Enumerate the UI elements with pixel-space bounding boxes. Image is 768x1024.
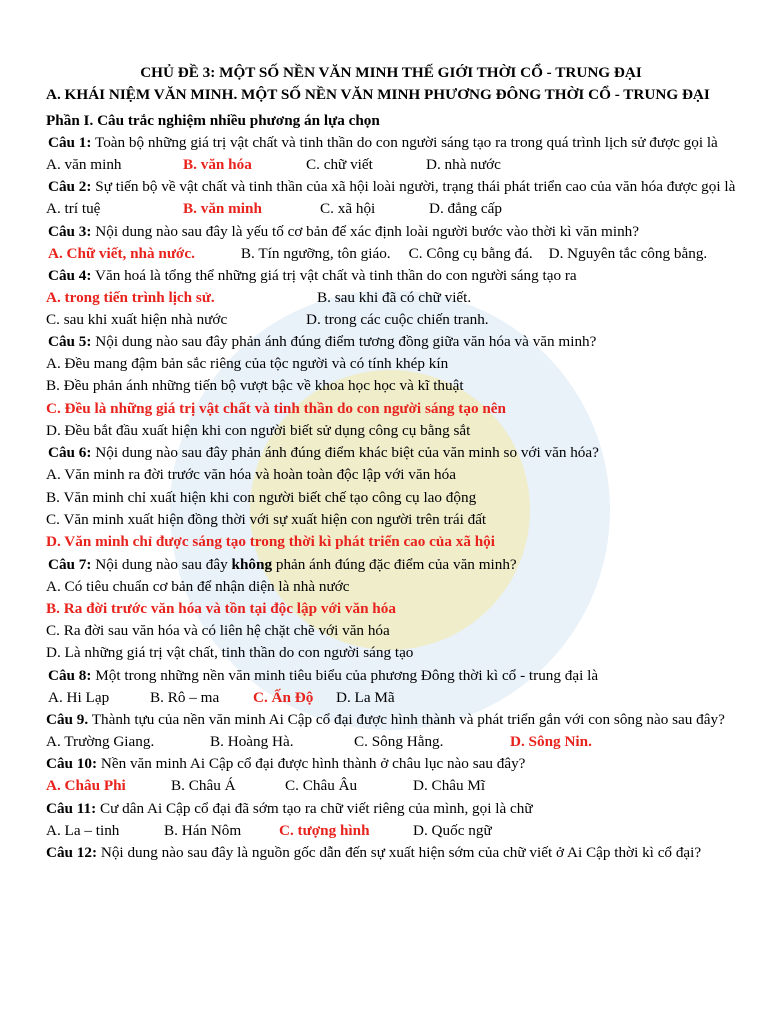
question-3-options xyxy=(46,243,736,265)
option-a: A. Có tiêu chuẩn cơ bản để nhận diện là nhà nước xyxy=(46,577,350,595)
question-text: Một trong những nền văn minh tiêu biểu của phương Đông thời kì cổ - trung đại là xyxy=(91,666,599,684)
option-b-correct: B. văn hóa xyxy=(183,156,252,173)
question-number: Câu 7: xyxy=(48,555,92,573)
question-8-options xyxy=(46,687,736,709)
question-text: Sự tiến bộ về vật chất và tinh thần của xã hội loài người, trạng thái phát triển cao của văn hóa được gọi là xyxy=(91,178,736,196)
option-a-correct: A. Chữ viết, nhà nước. xyxy=(48,244,195,262)
option-d: D. nhà nước xyxy=(426,156,501,173)
question-2-options xyxy=(46,198,736,220)
option-b: B. Hán Nôm xyxy=(164,821,242,839)
question-text: Nội dung nào sau đây là nguồn gốc dẫn đến sự xuất hiện sớm của chữ viết ở Ai Cập thời kì cổ đại? xyxy=(97,843,702,861)
question-11 xyxy=(46,798,736,820)
question-7 xyxy=(46,554,736,576)
question-4 xyxy=(46,265,736,287)
question-text: Nội dung nào sau đây là yếu tố cơ bản để xác định loài người bước vào thời kì văn minh? xyxy=(91,222,640,240)
question-number: Câu 8: xyxy=(48,666,92,684)
option-a-correct: A. Châu Phi xyxy=(46,777,126,795)
option-d-correct: D. Sông Nin. xyxy=(510,733,592,751)
question-10-options xyxy=(46,775,736,797)
question-text-end: phản ánh đúng đặc điểm của văn minh? xyxy=(272,555,517,573)
question-4-options-row-2 xyxy=(46,309,736,331)
option-a: A. Trường Giang. xyxy=(46,733,155,751)
option-d: D. Nguyên tắc công bằng. xyxy=(548,244,708,262)
question-text: Văn hoá là tổng thể những giá trị vật chất và tinh thần do con người sáng tạo ra xyxy=(91,266,577,284)
question-number: Câu 6: xyxy=(48,444,92,462)
option-a: A. Đều mang đậm bản sắc riêng của tộc người và có tính khép kín xyxy=(46,355,449,373)
question-number: Câu 11: xyxy=(46,799,97,817)
question-text: Thành tựu của nền văn minh Ai Cập cổ đại được hình thành và phát triển gắn với con sông nào sau đây? xyxy=(88,711,725,729)
question-10 xyxy=(46,753,736,775)
question-6 xyxy=(46,442,736,464)
option-d: D. Đều bắt đầu xuất hiện khi con người biết sử dụng công cụ bằng sắt xyxy=(46,422,471,440)
question-text: Nội dung nào sau đây phản ánh đúng điểm khác biệt của văn minh so với văn hóa? xyxy=(91,444,599,462)
option-b: B. Văn minh chỉ xuất hiện khi con người biết chế tạo công cụ lao động xyxy=(46,488,477,506)
option-c: C. Công cụ bằng đá. xyxy=(408,244,533,262)
option-b: B. Châu Á xyxy=(171,777,236,795)
question-1 xyxy=(46,132,736,154)
option-b: B. Rô – ma xyxy=(150,688,220,706)
question-1-options xyxy=(46,154,736,176)
question-4-options-row-1 xyxy=(46,287,736,309)
option-c-correct: C. Ấn Độ xyxy=(253,688,314,706)
option-d: D. đẳng cấp xyxy=(429,200,502,218)
option-b-correct: B. Ra đời trước văn hóa và tồn tại độc lập với văn hóa xyxy=(46,599,396,617)
section-heading: Phần I. Câu trắc nghiệm nhiều phương án lựa chọn xyxy=(46,112,380,129)
option-c: C. xã hội xyxy=(320,200,376,218)
option-d: D. trong các cuộc chiến tranh. xyxy=(306,310,489,328)
question-11-options xyxy=(46,820,736,842)
option-d-correct: D. Văn minh chỉ được sáng tạo trong thời kì phát triển cao của xã hội xyxy=(46,533,495,551)
option-c: C. chữ viết xyxy=(306,156,373,173)
question-text: Toàn bộ những giá trị vật chất và tinh thần do con người sáng tạo ra trong quá trình lịch sử được gọi là xyxy=(91,134,718,151)
option-d: D. Quốc ngữ xyxy=(413,821,492,839)
option-b: B. Tín ngưỡng, tôn giáo. xyxy=(240,244,391,262)
option-b-correct: B. văn minh xyxy=(183,200,262,218)
question-text: Nội dung nào sau đây phản ánh đúng điểm tương đồng giữa văn hóa và văn minh? xyxy=(91,333,597,351)
question-text: Nội dung nào sau đây xyxy=(91,555,232,573)
question-8 xyxy=(46,665,736,687)
question-2 xyxy=(46,176,736,198)
option-c: C. Châu Âu xyxy=(285,777,358,795)
option-b: B. Đều phản ánh những tiến bộ vượt bậc về khoa học học và kĩ thuật xyxy=(46,377,464,395)
question-number: Câu 2: xyxy=(48,178,92,196)
option-d: D. Là những giá trị vật chất, tinh thần do con người sáng tạo xyxy=(46,644,414,662)
question-number: Câu 1: xyxy=(48,134,92,151)
document-content xyxy=(46,62,736,864)
option-c-correct: C. Đều là những giá trị vật chất và tinh thần do con người sáng tạo nên xyxy=(46,399,506,417)
option-c: C. sau khi xuất hiện nhà nước xyxy=(46,310,228,328)
option-a: A. Hi Lạp xyxy=(48,688,110,706)
question-number: Câu 4: xyxy=(48,266,92,284)
question-emphasis: không xyxy=(231,555,273,573)
option-a: A. Văn minh ra đời trước văn hóa và hoàn toàn độc lập với văn hóa xyxy=(46,466,456,484)
question-text: Cư dân Ai Cập cổ đại đã sớm tạo ra chữ viết riêng của mình, gọi là chữ xyxy=(96,799,533,817)
question-9-options xyxy=(46,731,736,753)
question-number: Câu 12: xyxy=(46,843,98,861)
question-12 xyxy=(46,842,736,864)
option-a-correct: A. trong tiến trình lịch sử. xyxy=(46,288,215,306)
option-d: D. Châu Mĩ xyxy=(413,777,486,795)
question-3 xyxy=(46,221,736,243)
option-c: C. Ra đời sau văn hóa và có liên hệ chặt chẽ với văn hóa xyxy=(46,622,390,640)
option-a: A. La – tinh xyxy=(46,821,120,839)
option-d: D. La Mã xyxy=(336,688,395,706)
option-c: C. Văn minh xuất hiện đồng thời với sự xuất hiện con người trên trái đất xyxy=(46,510,487,528)
question-number: Câu 3: xyxy=(48,222,92,240)
question-number: Câu 10: xyxy=(46,755,98,773)
option-b: B. Hoàng Hà. xyxy=(210,733,294,751)
option-c-correct: C. tượng hình xyxy=(279,821,370,839)
option-b: B. sau khi đã có chữ viết. xyxy=(317,288,472,306)
question-number: Câu 5: xyxy=(48,333,92,351)
option-a: A. trí tuệ xyxy=(46,200,101,218)
option-c: C. Sông Hằng. xyxy=(354,733,444,751)
question-text: Nền văn minh Ai Cập cổ đại được hình thành ở châu lục nào sau đây? xyxy=(97,755,526,773)
document-subtitle: A. KHÁI NIỆM VĂN MINH. MỘT SỐ NỀN VĂN MINH PHƯƠNG ĐÔNG THỜI CỔ - TRUNG ĐẠI xyxy=(46,86,710,103)
question-5 xyxy=(46,331,736,353)
question-9 xyxy=(46,709,736,731)
question-number: Câu 9. xyxy=(46,711,89,729)
option-a: A. văn minh xyxy=(46,156,122,173)
document-title: CHỦ ĐỀ 3: MỘT SỐ NỀN VĂN MINH THẾ GIỚI THỜI CỔ - TRUNG ĐẠI xyxy=(140,64,642,81)
